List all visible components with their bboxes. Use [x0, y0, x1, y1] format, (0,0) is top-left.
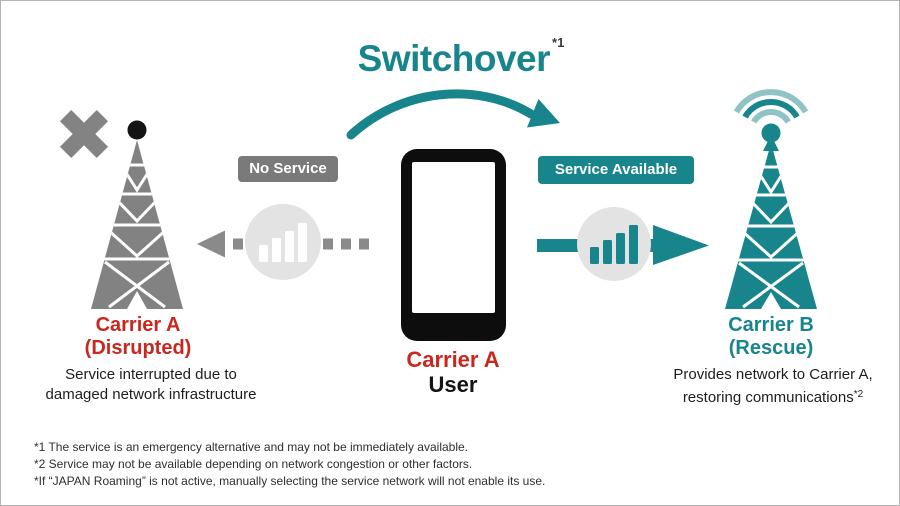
no-signal-indicator [245, 204, 321, 280]
title-superscript: *1 [552, 35, 565, 50]
carrier-a-name: Carrier A [95, 314, 181, 336]
curved-arrow-icon [341, 79, 571, 141]
carrier-b-description: Provides network to Carrier A, restoring communications$^{*2}$ [673, 366, 873, 406]
carrier-a-description: Service interrupted due to damaged network infrastructure [45, 366, 257, 403]
footnote-2: *2 Service may not be available depending on network congestion or other factors. [34, 457, 473, 471]
tower-carrier-b-icon [717, 85, 825, 309]
carrier-a-disrupted-label [38, 314, 238, 360]
footnote-3: *If “JAPAN Roaming” is not active, manually selecting the service network will not enable its use. [34, 474, 546, 488]
phone-user-label [378, 347, 528, 397]
description-superscript: *2 [853, 389, 864, 400]
page-title [291, 35, 631, 80]
user-carrier-name: Carrier A [406, 347, 500, 372]
carrier-b-rescue-label [671, 314, 871, 360]
user-role: User [428, 372, 478, 397]
wifi-waves-icon [736, 92, 805, 122]
no-service-badge: No Service [238, 156, 338, 182]
phone-screen [412, 162, 495, 313]
signal-bars-gray-icon [245, 204, 321, 280]
tower-carrier-a-icon [85, 119, 189, 309]
phone-icon [401, 149, 506, 341]
title-text: Switchover [357, 38, 551, 79]
service-available-badge: Service Available [538, 156, 694, 184]
carrier-b-status: (Rescue) [728, 337, 814, 359]
carrier-a-status: (Disrupted) [84, 337, 192, 359]
antenna-dot [128, 121, 147, 140]
carrier-b-name: Carrier B [728, 314, 814, 336]
signal-indicator [577, 207, 651, 281]
footnote-1: *1 The service is an emergency alternative and may not be immediately available. [34, 440, 469, 454]
footnotes [34, 439, 654, 490]
signal-bars-teal-icon [577, 207, 651, 281]
